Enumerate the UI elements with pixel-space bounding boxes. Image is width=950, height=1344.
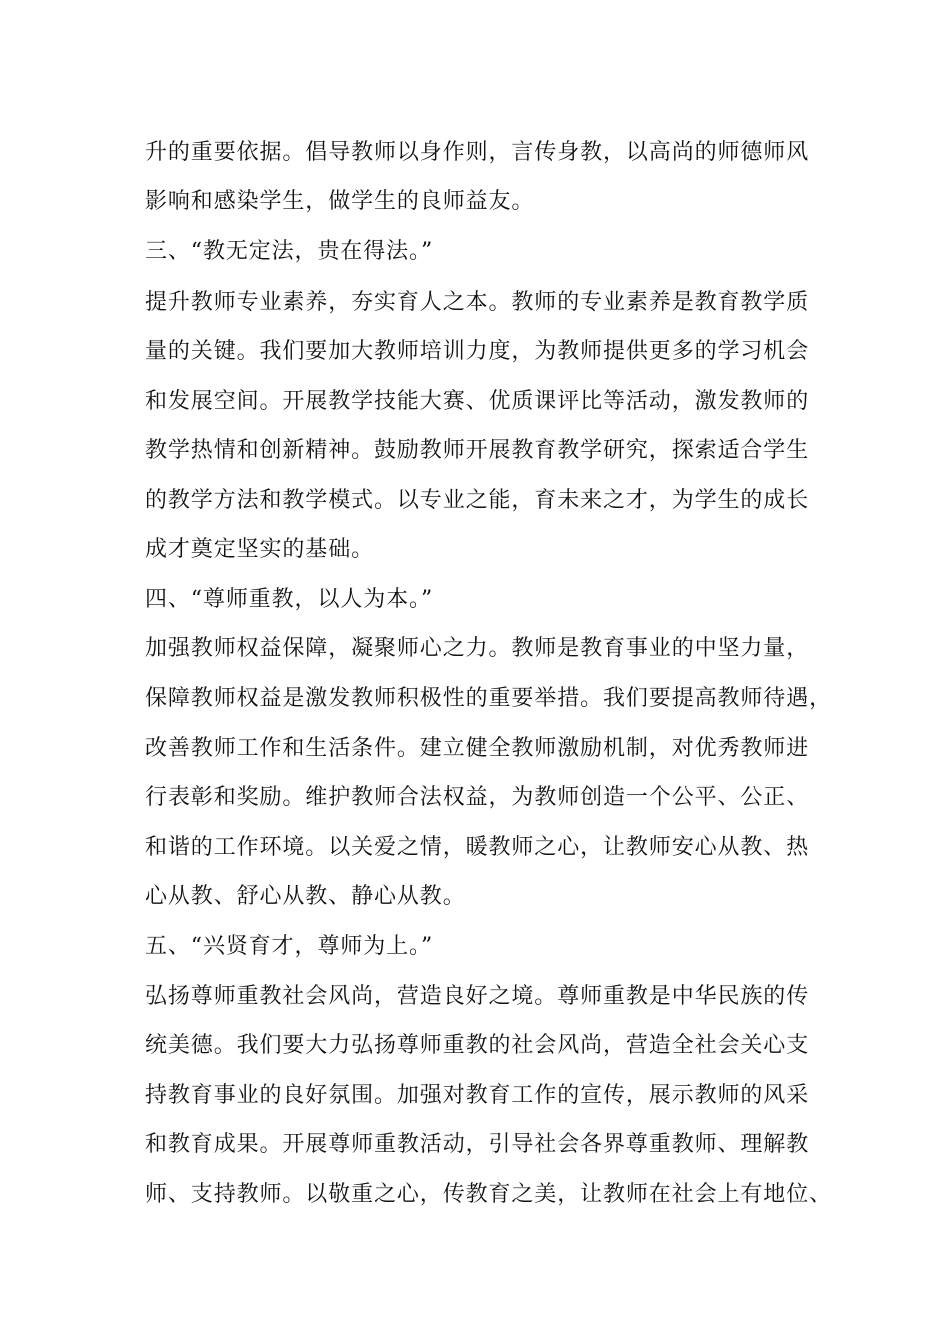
text-line: 行表彰和奖励。维护教师合法权益，为教师创造一个公平、公正、 (145, 785, 810, 810)
text-line: 心从教、舒心从教、静心从教。 (145, 884, 466, 909)
section-heading-5: 五、“兴贤育才，尊师为上。” (145, 934, 434, 959)
text-line: 提升教师专业素养，夯实育人之本。教师的专业素养是教育教学质 (145, 290, 810, 315)
text-line: 量的关键。我们要加大教师培训力度，为教师提供更多的学习机会 (145, 339, 810, 364)
text-line: 升的重要依据。倡导教师以身作则，言传身教，以高尚的师德师风 (145, 140, 810, 165)
text-line: 成才奠定坚实的基础。 (145, 537, 375, 562)
text-line: 保障教师权益是激发教师积极性的重要举措。我们要提高教师待遇， (145, 686, 833, 711)
text-line: 师、支持教师。以敬重之心，传教育之美，让教师在社会上有地位、 (145, 1182, 833, 1207)
text-line: 改善教师工作和生活条件。建立健全教师激励机制，对优秀教师进 (145, 736, 810, 761)
text-line: 影响和感染学生，做学生的良师益友。 (145, 189, 535, 214)
text-line: 和教育成果。开展尊师重教活动，引导社会各界尊重教师、理解教 (145, 1132, 810, 1157)
text-line: 持教育事业的良好氛围。加强对教育工作的宣传，展示教师的风采 (145, 1083, 810, 1108)
text-line: 弘扬尊师重教社会风尚，营造良好之境。尊师重教是中华民族的传 (145, 984, 810, 1009)
text-line: 统美德。我们要大力弘扬尊师重教的社会风尚，营造全社会关心支 (145, 1033, 810, 1058)
text-line: 加强教师权益保障，凝聚师心之力。教师是教育事业的中坚力量， (145, 636, 810, 661)
text-line: 和谐的工作环境。以关爱之情，暖教师之心，让教师安心从教、热 (145, 835, 810, 860)
text-line: 的教学方法和教学模式。以专业之能，育未来之才，为学生的成长 (145, 488, 810, 513)
text-line: 教学热情和创新精神。鼓励教师开展教育教学研究，探索适合学生 (145, 438, 810, 463)
text-line: 和发展空间。开展教学技能大赛、优质课评比等活动，激发教师的 (145, 389, 810, 414)
section-heading-4: 四、“尊师重教，以人为本。” (145, 587, 434, 612)
section-heading-3: 三、“教无定法，贵在得法。” (145, 239, 434, 264)
